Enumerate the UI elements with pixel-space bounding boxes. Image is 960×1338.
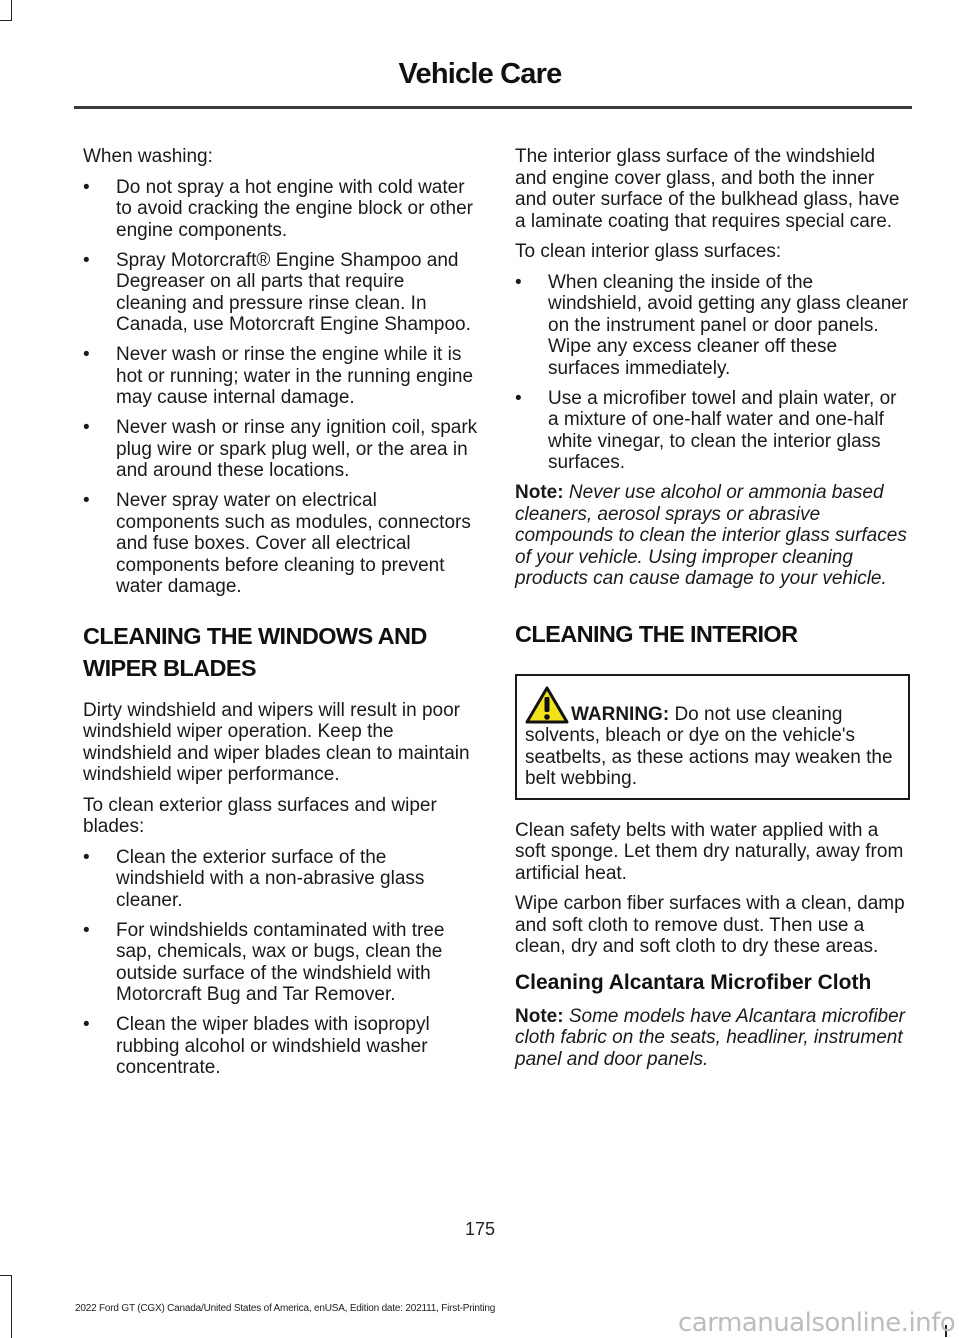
header-divider xyxy=(74,106,912,109)
list-item: • Do not spray a hot engine with cold water to avoid cracking the engine block or other engine components. xyxy=(83,176,473,241)
note-glass-cleaners xyxy=(515,482,910,590)
page-number: 175 xyxy=(464,1219,496,1239)
windows-paragraph: Dirty windshield and wipers will result in poor windshield wiper operation. Keep the windshield and wiper blades clean to maintain windshield wiper performance. xyxy=(83,699,470,785)
bullet-icon: • xyxy=(83,919,90,941)
carbon-fiber-paragraph: Wipe carbon fiber surfaces with a clean, damp and soft cloth to remove dust. Then use a clean, dry and soft cloth to dry these areas. xyxy=(515,893,905,957)
bullet-icon: • xyxy=(83,490,90,511)
note-label: Note: xyxy=(515,1005,564,1027)
section-heading-windows: CLEANING THE WINDOWS AND WIPER BLADES xyxy=(83,622,427,681)
list-item: • Clean the exterior surface of the windshield with a non-abrasive glass cleaner. xyxy=(83,846,425,911)
washing-list xyxy=(83,177,478,598)
washing-intro: When washing: xyxy=(83,146,213,167)
footer-edition-info: 2022 Ford GT (CGX) Canada/United States of America, enUSA, Edition date: 202111, First-Printing xyxy=(75,1303,496,1314)
right-column xyxy=(515,146,910,1079)
warning-triangle-icon xyxy=(525,686,569,724)
bullet-icon: • xyxy=(515,387,522,409)
warning-text: Do not use cleaning solvents, bleach or dye on the vehicle's seatbelts, as these actions may weaken the belt webbing. xyxy=(525,703,893,789)
exterior-intro: To clean exterior glass surfaces and wiper blades: xyxy=(83,794,437,837)
list-item: • Never spray water on electrical components such as modules, connectors and fuse boxes. Cover all electrical components before cleaning to prevent water damage. xyxy=(83,490,471,597)
note-label: Note: xyxy=(515,482,564,503)
crop-mark-top-left xyxy=(0,0,12,21)
list-item: • For windshields contaminated with tree sap, chemicals, wax or bugs, clean the outside surface of the windshield with Motorcraft Bug and Tar Remover. xyxy=(83,919,445,1005)
bullet-icon: • xyxy=(83,846,90,868)
left-column xyxy=(83,146,478,1087)
subheading-alcantara: Cleaning Alcantara Microfiber Cloth xyxy=(515,970,872,994)
list-item: • Clean the wiper blades with isopropyl rubbing alcohol or windshield washer concentrate. xyxy=(83,1014,430,1078)
bullet-icon: • xyxy=(83,417,90,438)
exterior-glass-list xyxy=(83,847,478,1079)
crop-mark-bottom-left xyxy=(0,1275,12,1338)
list-item: • Never wash or rinse the engine while it is hot or running; water in the running engine may cause internal damage. xyxy=(83,344,474,408)
list-item: • Spray Motorcraft® Engine Shampoo and Degreaser on all parts that require cleaning and pressure rinse clean. In Canada, use Motorcraft Engine Shampoo. xyxy=(83,249,471,335)
bullet-icon: • xyxy=(515,271,522,293)
list-item: • When cleaning the inside of the windshield, avoid getting any glass cleaner on the instrument panel or door panels. Wipe any excess cleaner off these surfaces immediately. xyxy=(515,271,909,379)
warning-box xyxy=(515,674,910,800)
page-title: Vehicle Care xyxy=(398,58,562,90)
bullet-icon: • xyxy=(83,1014,90,1035)
note-alcantara xyxy=(515,1006,910,1071)
note-text: Some models have Alcantara microfiber cloth fabric on the seats, headliner, instrument panel and door panels. xyxy=(515,1005,906,1070)
list-item: • Never wash or rinse any ignition coil, spark plug wire or spark plug well, or the area in and around these locations. xyxy=(83,417,478,481)
bullet-icon: • xyxy=(83,176,90,198)
warning-label: WARNING: xyxy=(571,703,670,725)
laminate-paragraph: The interior glass surface of the windshield and engine cover glass, and both the inner and outer surface of the bulkhead glass, have a laminate coating that requires special care. xyxy=(515,146,900,232)
bullet-icon: • xyxy=(83,344,90,365)
section-heading-interior: CLEANING THE INTERIOR xyxy=(515,620,798,647)
interior-glass-list xyxy=(515,272,910,474)
watermark: carmanualsonline.info xyxy=(678,1308,956,1338)
bullet-icon: • xyxy=(83,249,90,271)
safety-belts-paragraph: Clean safety belts with water applied with a soft sponge. Let them dry naturally, away from artificial heat. xyxy=(515,819,904,884)
interior-glass-intro: To clean interior glass surfaces: xyxy=(515,241,782,262)
note-text: Never use alcohol or ammonia based cleaners, aerosol sprays or abrasive compounds to clean the interior glass surfaces of your vehicle. Using improper cleaning products can cause damage to your vehicle. xyxy=(515,482,907,589)
list-item: • Use a microfiber towel and plain water, or a mixture of one-half water and one-half white vinegar, to clean the interior glass surfaces. xyxy=(515,387,897,473)
